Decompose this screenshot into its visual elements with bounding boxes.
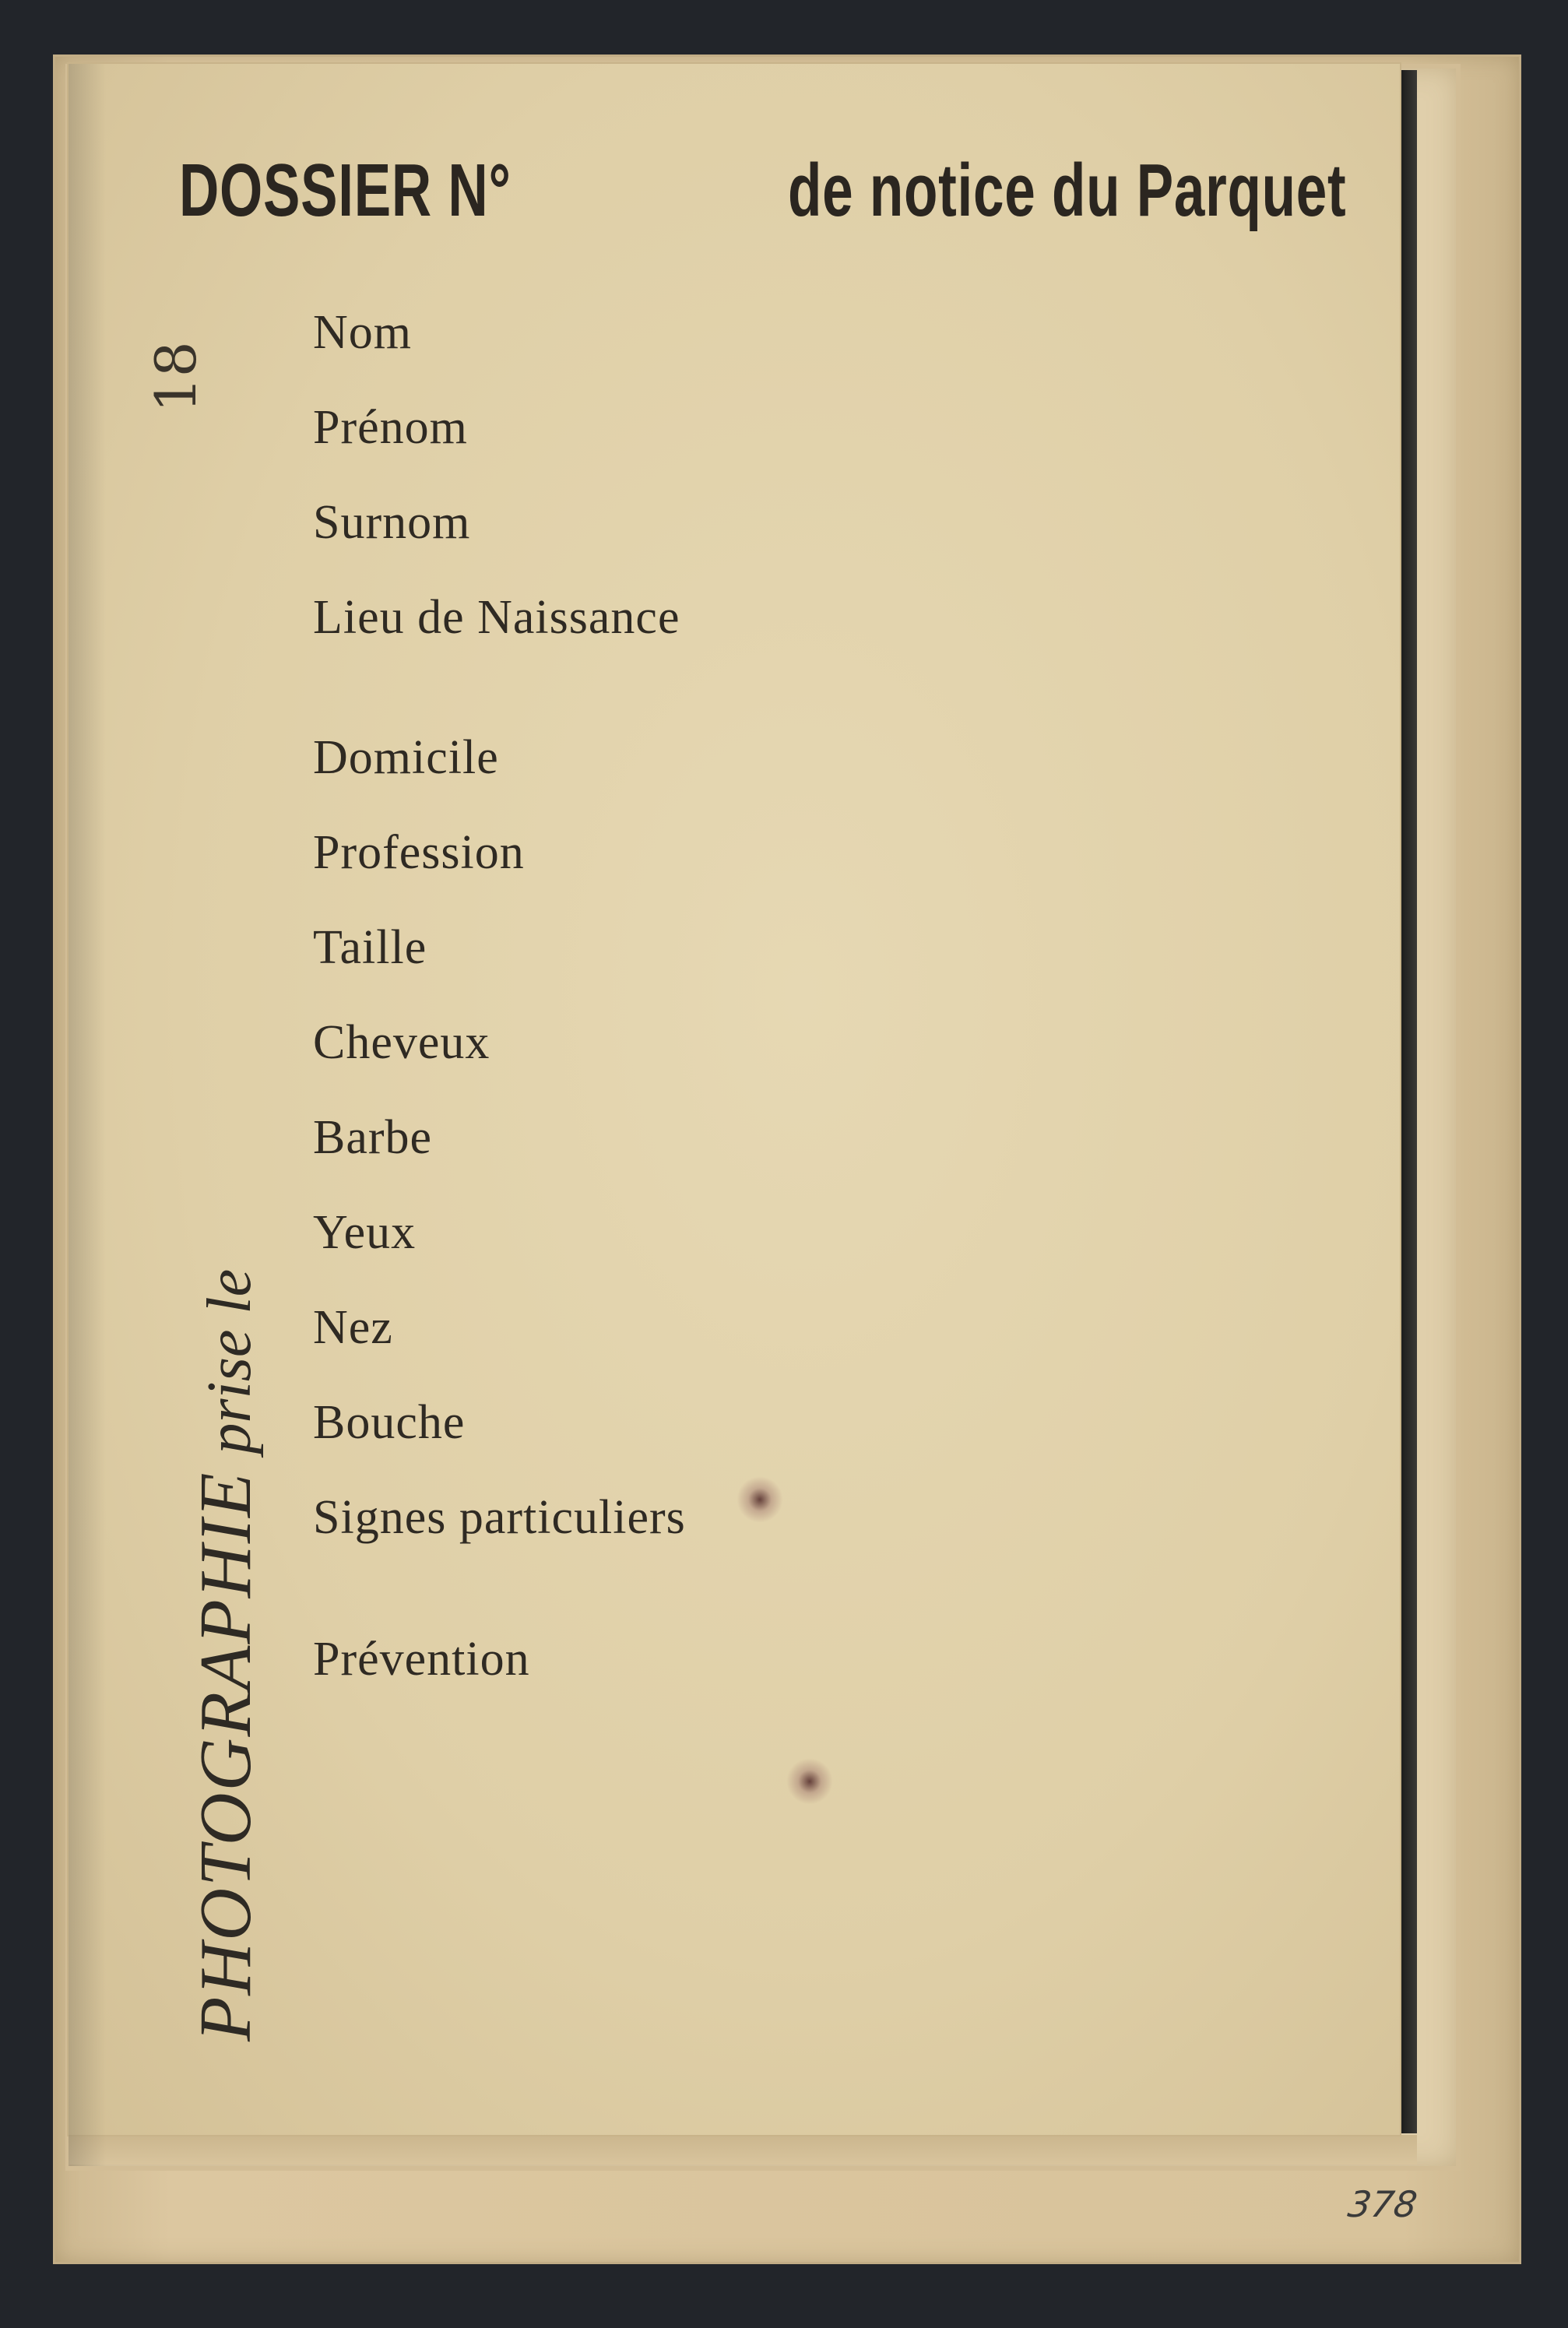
- paper-stain: [786, 1758, 833, 1805]
- field-prenom: Prénom: [313, 401, 468, 454]
- field-lieu-de-naissance: Lieu de Naissance: [313, 591, 680, 644]
- photographie-text: PHOTOGRAPHIE: [185, 1471, 266, 2041]
- side-year-number: 18: [143, 341, 209, 413]
- field-nez: Nez: [313, 1301, 393, 1354]
- card-edge-shadow: [1400, 70, 1417, 2133]
- field-prevention: Prévention: [313, 1633, 530, 1686]
- identification-card: [69, 64, 1400, 2135]
- field-domicile: Domicile: [313, 731, 499, 784]
- photographie-prise-le-label: [184, 1269, 268, 2041]
- paper-stain: [737, 1476, 783, 1523]
- field-barbe: Barbe: [313, 1111, 433, 1164]
- dossier-number-label: DOSSIER N°: [179, 149, 512, 232]
- card-left-edge: [69, 64, 106, 2166]
- notice-parquet-label: de notice du Parquet: [788, 149, 1347, 232]
- catalog-number: 378: [1345, 2183, 1420, 2225]
- field-profession: Profession: [313, 826, 525, 879]
- field-bouche: Bouche: [313, 1396, 466, 1449]
- field-taille: Taille: [313, 921, 427, 974]
- field-cheveux: Cheveux: [313, 1016, 490, 1069]
- field-yeux: Yeux: [313, 1206, 417, 1259]
- field-surnom: Surnom: [313, 496, 471, 549]
- field-nom: Nom: [313, 306, 412, 359]
- field-signes-particuliers: Signes particuliers: [313, 1491, 686, 1544]
- mount-bottom-strip: [69, 2135, 1417, 2164]
- prise-le-text: prise le: [195, 1268, 264, 1454]
